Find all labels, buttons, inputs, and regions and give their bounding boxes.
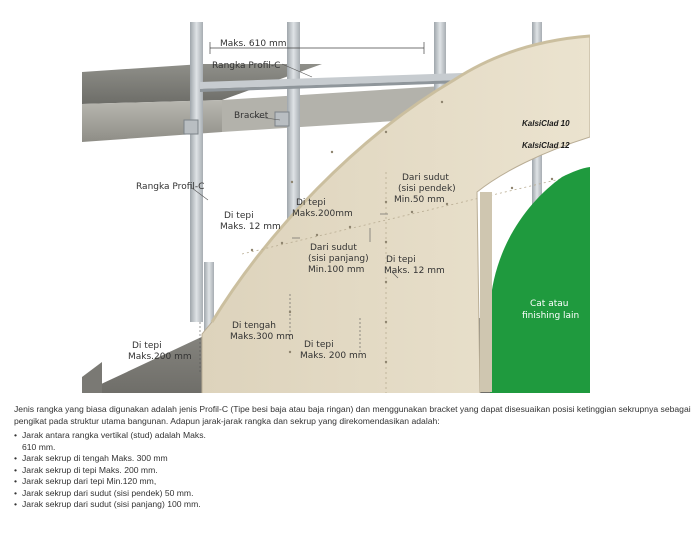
label-corner-short-l1: Dari sudut <box>402 173 449 183</box>
label-max-spacing: Maks. 610 mm <box>220 39 287 49</box>
bracket-left <box>184 120 198 134</box>
list-item-text: Jarak sekrup di tengah Maks. 300 mm <box>22 453 168 463</box>
label-edge-left-l1: Di tepi <box>132 341 162 351</box>
label-corner-long-l2: (sisi panjang) <box>308 254 369 264</box>
label-corner-short-l2: (sisi pendek) <box>398 184 456 194</box>
list-item-text: Jarak sekrup dari sudut (sisi pendek) 50 mm. <box>22 487 194 498</box>
list-item <box>14 430 692 453</box>
label-edge-left-l2: Maks.200 mm <box>128 352 192 362</box>
board-opening-edge <box>480 192 492 392</box>
label-bracket: Bracket <box>234 111 269 121</box>
label-middle-l1: Di tengah <box>232 321 276 331</box>
stud-1 <box>190 22 203 322</box>
label-edge12b-l1: Di tepi <box>386 255 416 265</box>
label-corner-long-l1: Dari sudut <box>310 243 357 253</box>
label-paint-l1: Cat atau <box>530 299 569 309</box>
list-item-text-cont: 610 mm. <box>22 441 56 452</box>
bracket-right <box>275 112 289 126</box>
list-item-text: Jarak sekrup dari sudut (sisi panjang) 100 mm. <box>22 499 201 509</box>
diagram-svg <box>82 22 590 393</box>
label-corner-short-l3: Min.50 mm <box>394 195 445 205</box>
list-item <box>14 465 692 477</box>
brand-kalsiclad-12: KalsiClad 12 <box>522 141 570 150</box>
label-edge200-l1: Di tepi <box>296 198 326 208</box>
list-item-text: Jarak antara rangka vertikal (stud) adalah Maks. <box>22 430 206 440</box>
label-corner-long-l3: Min.100 mm <box>308 265 365 275</box>
label-edge200-l2: Maks.200mm <box>292 209 353 219</box>
list-item <box>14 453 692 465</box>
label-edge-bottom-l1: Di tepi <box>304 340 334 350</box>
label-profile-c-left: Rangka Profil-C <box>136 182 205 192</box>
caption-intro: Jenis rangka yang biasa digunakan adalah jenis Profil-C (Tipe besi baja atau baja ringan) dan menggunakan bracket yang dapat disesuaikan posisi ketinggian sekrupnya sebagai pengikat pada struktur utama bangunan. Adapun jarak-jarak rangka dan sekrup yang direkomendasikan adalah: <box>14 404 691 426</box>
label-middle-l2: Maks.300 mm <box>230 332 294 342</box>
list-item-text: Jarak sekrup di tepi Maks. 200 mm. <box>22 464 158 475</box>
caption-list <box>14 430 692 511</box>
label-profile-c-top: Rangka Profil-C <box>212 61 281 71</box>
list-item-text: Jarak sekrup dari tepi Min.120 mm, <box>22 476 157 486</box>
label-edge12b-l2: Maks. 12 mm <box>384 266 445 276</box>
brand-kalsiclad-10: KalsiClad 10 <box>522 119 570 128</box>
installation-diagram <box>82 22 590 393</box>
list-item <box>14 499 692 511</box>
list-item <box>14 476 692 488</box>
label-edge12-l1: Di tepi <box>224 211 254 221</box>
label-edge-bottom-l2: Maks. 200 mm <box>300 351 367 361</box>
label-edge12-l2: Maks. 12 mm <box>220 222 281 232</box>
caption <box>14 404 692 511</box>
label-paint-l2: finishing lain <box>522 311 580 321</box>
list-item <box>14 488 692 500</box>
